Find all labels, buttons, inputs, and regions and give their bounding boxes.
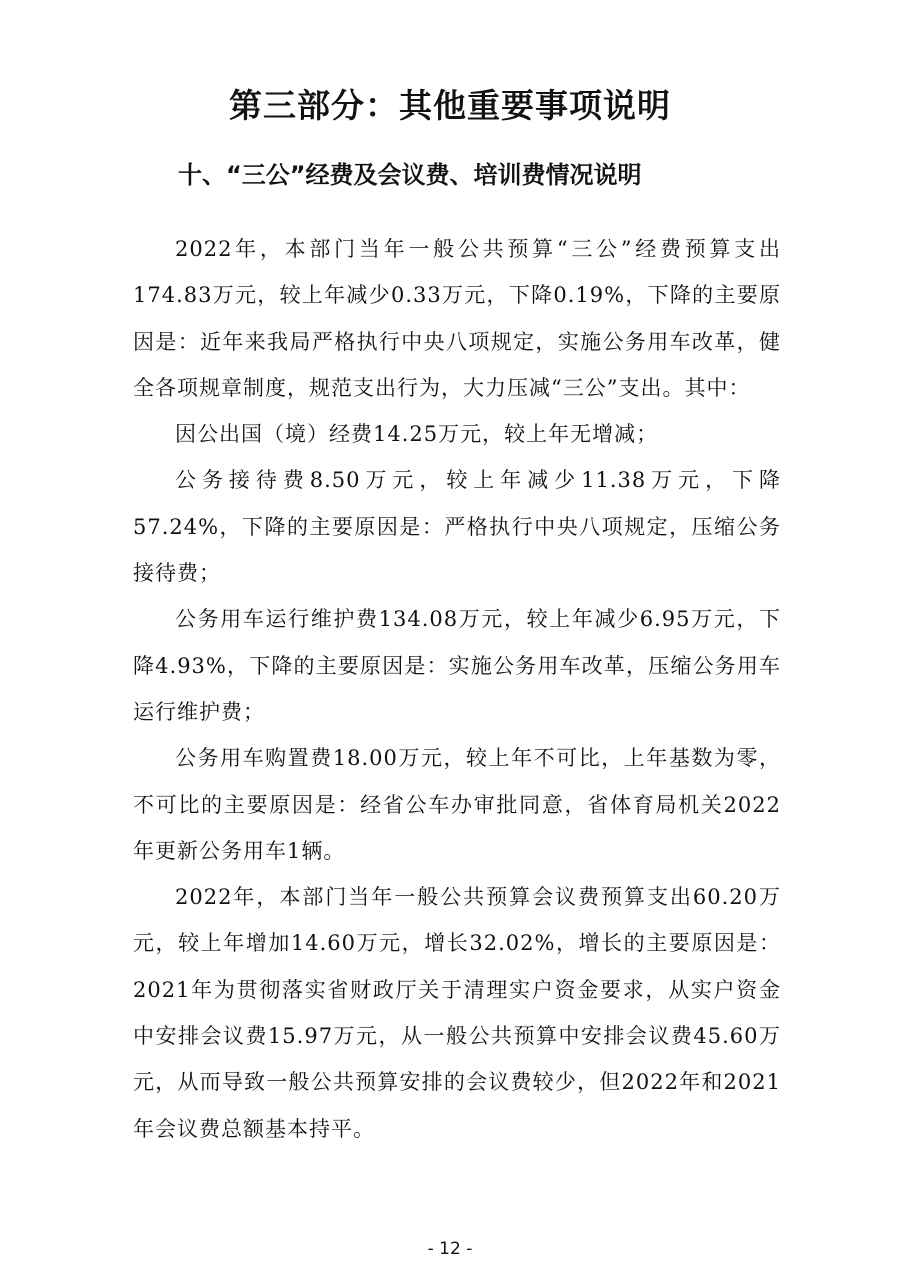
- paragraph-vehicle-operation: 公务用车运行维护费134.08万元，较上年减少6.95万元，下降4.93%，下降的主要原因是：实施公务用车改革，压缩公务用车运行维护费；: [133, 607, 781, 724]
- paragraph-overseas-travel: 因公出国（境）经费14.25万元，较上年无增减；: [175, 422, 659, 447]
- section-heading: 十、“三公”经费及会议费、培训费情况说明: [178, 161, 642, 189]
- paragraph-reception: 公务接待费8.50万元，较上年减少11.38万元，下降57.24%，下降的主要原因是：严格执行中央八项规定，压缩公务接待费；: [133, 468, 781, 586]
- body-text: [133, 226, 781, 1152]
- page-number: - 12 -: [427, 1239, 473, 1259]
- paragraph-vehicle-purchase: 公务用车购置费18.00万元，较上年不可比，上年基数为零，不可比的主要原因是：经省公车办审批同意，省体育局机关2022年更新公务用车1辆。: [133, 746, 781, 863]
- paragraph-meeting-fees: 2022年，本部门当年一般公共预算会议费预算支出60.20万元，较上年增加14.60万元，增长32.02%，增长的主要原因是：2021年为贯彻落实省财政厅关于清理实户资金要求，从实户资金中安排会议费15.97万元，从一般公共预算中安排会议费45.60万元，从而导致一般公共预算安排的会议费较少，但2022年和2021年会议费总额基本持平。: [133, 885, 781, 1141]
- paragraph-sangong-summary: 2022年，本部门当年一般公共预算“三公”经费预算支出174.83万元，较上年减少0.33万元，下降0.19%，下降的主要原因是：近年来我局严格执行中央八项规定，实施公务用车改革，健全各项规章制度，规范支出行为，大力压减“三公”支出。其中：: [133, 237, 781, 400]
- page-title: 第三部分：其他重要事项说明: [229, 86, 671, 125]
